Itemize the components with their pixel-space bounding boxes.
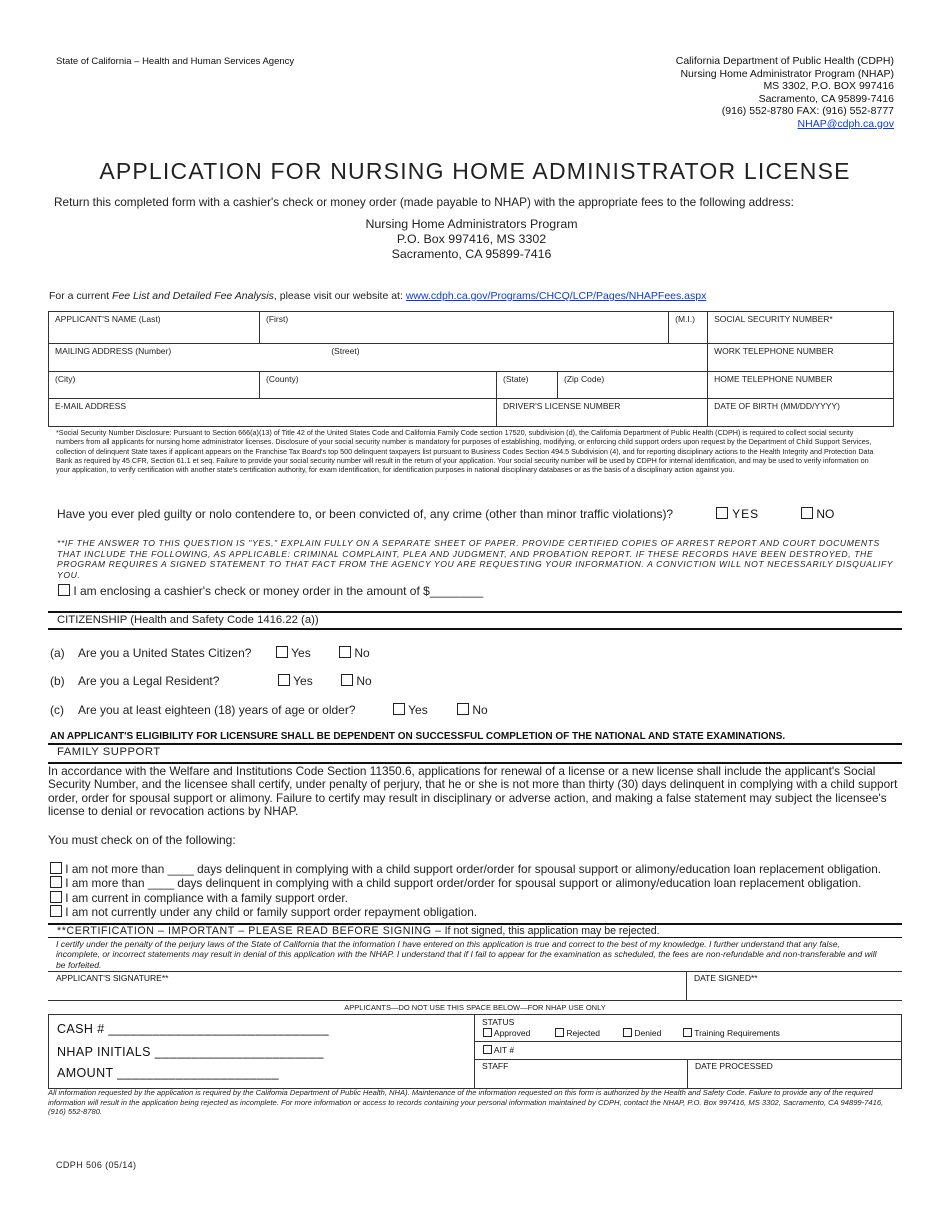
- citizenship-heading: CITIZENSHIP (Health and Safety Code 1416.22 (a)): [57, 614, 319, 626]
- enclosing-label: I am enclosing a cashier's check or money order in the amount of $________: [73, 584, 484, 598]
- enclosing-checkbox[interactable]: [58, 584, 70, 596]
- dept-line: Nursing Home Administrator Program (NHAP): [680, 67, 894, 80]
- email-link[interactable]: NHAP@cdph.ca.gov: [797, 117, 894, 130]
- first-name-field[interactable]: (First): [260, 312, 669, 344]
- certification-heading-tail: If not signed, this application may be rejected.: [441, 925, 660, 937]
- nhap-initials-field[interactable]: NHAP INITIALS _______________________: [57, 1045, 324, 1059]
- family-option-label: I am not more than ____ days delinquent in complying with a child support order/order for spousal support or alimony/education loan replacement obligation.: [65, 862, 882, 876]
- family-support-heading: FAMILY SUPPORT: [57, 746, 161, 758]
- amount-field[interactable]: AMOUNT ______________________: [57, 1066, 279, 1080]
- training-checkbox[interactable]: [683, 1028, 692, 1037]
- department-block: [676, 55, 894, 131]
- age-no-option[interactable]: [457, 703, 488, 717]
- citizen-no-option[interactable]: [339, 646, 370, 660]
- citizen-yes-option[interactable]: [276, 646, 311, 660]
- crime-no-checkbox[interactable]: [801, 507, 813, 519]
- family-option-label: I am current in compliance with a family support order.: [65, 890, 348, 905]
- signature-row: [48, 971, 902, 1001]
- family-option[interactable]: [50, 891, 881, 905]
- no-label: No: [472, 703, 488, 717]
- address-line: Nursing Home Administrators Program: [365, 217, 578, 231]
- date-processed-field[interactable]: DATE PROCESSED: [695, 1061, 773, 1071]
- enclosing-row[interactable]: [58, 584, 483, 598]
- citizenship-letter-a: (a): [50, 646, 65, 660]
- dob-field[interactable]: DATE OF BIRTH (MM/DD/YYYY): [708, 399, 894, 427]
- denied-checkbox[interactable]: [623, 1028, 632, 1037]
- section-divider: [48, 611, 902, 613]
- approved-checkbox[interactable]: [483, 1028, 492, 1037]
- rejected-label: Rejected: [566, 1028, 600, 1038]
- privacy-notice: All information requested by the application is required by the California Department of Public Health, NHA). Maintenance of the information requested on this form is authorized by the Health and Safety Code. Failure to provide any of the required information will result in the application being rejected as incomplete. For more information or access to records containing your personal information maintained by CDPH, contact the NHAP, P.O. Box 997416, MS 3302, Sacramento, CA 94899-7416, (916) 552-8780.: [48, 1088, 884, 1117]
- crime-note: **IF THE ANSWER TO THIS QUESTION IS "YES," EXPLAIN FULLY ON A SEPARATE SHEET OF PAPER. PROVIDE CERTIFIED COPIES OF ARREST REPORT AND COURT DOCUMENTS THAT INCLUDE THE FOLLOWING, AS APPLICABLE: CRIMINAL COMPLAINT, PLEA AND JUDGMENT, AND PROBATION REPORT. IF THESE RECORDS HAVE BEEN DESTROYED, THE PROGRAM REQUIRES A SIGNED STATEMENT TO THAT FACT FROM THE AGENCY YOU ARE REQUESTING YOUR INFORMATION. A CONVICTION WILL NOT NECESSARILY DISQUALIFY YOU.: [57, 538, 893, 580]
- family-option-label: I am not currently under any child or family support order repayment obligation.: [65, 905, 478, 920]
- citizenship-question-b: Are you a Legal Resident?: [78, 674, 220, 688]
- no-label: No: [356, 674, 372, 688]
- certification-text: I certify under the penalty of the perjury laws of the State of California that the information I have entered on this application is true and correct to the best of my knowledge. I further understand that any false, incomplete, or incorrect statements may result in denial of this application with the NHAP. I understand that if I fail to appear for the examination as scheduled, the fees are non-refundable and non-transferable and will be forfeited.: [56, 939, 877, 970]
- ait-field[interactable]: [483, 1045, 514, 1055]
- applicant-info-table: [48, 311, 894, 427]
- crime-yes-option[interactable]: [716, 507, 759, 521]
- fee-suffix: , please visit our website at:: [273, 290, 406, 302]
- dept-line: Sacramento, CA 95899-7416: [758, 92, 894, 105]
- fee-line: [49, 290, 706, 302]
- section-divider: [48, 628, 902, 630]
- family-option-checkbox[interactable]: [50, 891, 62, 903]
- office-use-banner: APPLICANTS—DO NOT USE THIS SPACE BELOW—FOR NHAP USE ONLY: [344, 1003, 606, 1012]
- family-option[interactable]: [50, 876, 881, 890]
- fee-url-link[interactable]: www.cdph.ca.gov/Programs/CHCQ/LCP/Pages/NHAPFees.aspx: [405, 290, 707, 302]
- last-name-field[interactable]: APPLICANT'S NAME (Last): [49, 312, 260, 344]
- ait-checkbox[interactable]: [483, 1045, 492, 1054]
- drivers-license-field[interactable]: DRIVER'S LICENSE NUMBER: [497, 399, 708, 427]
- rejected-checkbox[interactable]: [555, 1028, 564, 1037]
- address-line: P.O. Box 997416, MS 3302: [396, 232, 547, 246]
- dept-line: California Department of Public Health (CDPH): [675, 55, 894, 67]
- crime-no-option[interactable]: [801, 507, 834, 521]
- return-instructions: Return this completed form with a cashier's check or money order (made payable to NHAP) with the appropriate fees to the following address:: [54, 195, 794, 209]
- family-option[interactable]: [50, 905, 881, 919]
- citizen-no-checkbox[interactable]: [339, 646, 351, 658]
- agency-name: State of California – Health and Human Services Agency: [56, 56, 295, 67]
- eligibility-notice: AN APPLICANT'S ELIGIBILITY FOR LICENSURE SHALL BE DEPENDENT ON SUCCESSFUL COMPLETION OF THE NATIONAL AND STATE EXAMINATIONS.: [50, 731, 786, 742]
- status-training[interactable]: [683, 1028, 780, 1038]
- yes-label: Yes: [293, 674, 313, 688]
- crime-yes-checkbox[interactable]: [716, 507, 728, 519]
- yes-label: YES: [732, 507, 760, 521]
- resident-no-checkbox[interactable]: [341, 674, 353, 686]
- work-phone-field[interactable]: WORK TELEPHONE NUMBER: [708, 344, 894, 372]
- citizenship-question-c: Are you at least eighteen (18) years of age or older?: [78, 703, 356, 717]
- family-support-paragraph: In accordance with the Welfare and Institutions Code Section 11350.6, applications for renewal of a license or a new license shall include the applicant's Social Security Number, and the licensee shall certify, under penalty of perjury, that he or she is not more than thirty (30) days delinquent in complying with a child support order, order for spousal support or alimony. Failure to certify may result in disciplinary or adverse action, and making a false statement may subject the licensee's license to denial or revocation actions by NHAP.: [48, 764, 898, 819]
- office-divider: [474, 1015, 475, 1088]
- yes-label: Yes: [408, 703, 428, 717]
- street-label: (Street): [331, 346, 360, 356]
- no-label: No: [354, 646, 370, 660]
- fee-italic: Fee List and Detailed Fee Analysis: [112, 290, 274, 302]
- no-label: NO: [816, 507, 835, 521]
- dept-line: (916) 552-8780 FAX: (916) 552-8777: [721, 105, 894, 118]
- family-option-label: I am more than ____ days delinquent in complying with a child support order/order for spousal support or alimony/education loan replacement obligation.: [65, 876, 862, 891]
- zip-field[interactable]: (Zip Code): [558, 372, 708, 399]
- mi-field[interactable]: (M.I.): [669, 312, 708, 344]
- mailing-label: MAILING ADDRESS (Number): [55, 346, 172, 356]
- family-option[interactable]: [50, 862, 881, 876]
- home-phone-field[interactable]: HOME TELEPHONE NUMBER: [708, 372, 894, 399]
- training-label: Training Requirements: [694, 1028, 780, 1038]
- resident-yes-option[interactable]: [278, 674, 313, 688]
- signature-field[interactable]: APPLICANT'S SIGNATURE**: [56, 973, 169, 983]
- email-field[interactable]: E-MAIL ADDRESS: [49, 399, 497, 427]
- dept-line: MS 3302, P.O. BOX 997416: [763, 80, 894, 93]
- city-field[interactable]: (City): [49, 372, 260, 399]
- resident-no-option[interactable]: [341, 674, 372, 688]
- cash-field[interactable]: CASH # ______________________________: [57, 1022, 329, 1036]
- crime-question: Have you ever pled guilty or nolo contendere to, or been convicted of, any crime (other than minor traffic violations)?: [57, 507, 674, 521]
- ssn-field[interactable]: SOCIAL SECURITY NUMBER*: [708, 312, 894, 344]
- age-yes-option[interactable]: [393, 703, 428, 717]
- citizenship-letter-c: (c): [50, 703, 64, 717]
- address-line: Sacramento, CA 95899-7416: [391, 247, 552, 261]
- certification-heading: [57, 925, 660, 937]
- citizenship-letter-b: (b): [50, 674, 65, 688]
- status-denied[interactable]: [623, 1028, 661, 1038]
- form-title: APPLICATION FOR NURSING HOME ADMINISTRATOR LICENSE: [99, 158, 851, 184]
- status-rejected[interactable]: [555, 1028, 600, 1038]
- yes-label: Yes: [291, 646, 311, 660]
- mailing-address-field[interactable]: [49, 344, 708, 372]
- ait-label: AIT #: [493, 1045, 515, 1055]
- office-use-box: [48, 1014, 902, 1089]
- status-approved[interactable]: [483, 1028, 530, 1038]
- family-option-checkbox[interactable]: [50, 876, 62, 888]
- resident-yes-checkbox[interactable]: [278, 674, 290, 686]
- form-number: CDPH 506 (05/14): [56, 1160, 137, 1170]
- family-support-options: [50, 862, 881, 920]
- age-yes-checkbox[interactable]: [393, 703, 405, 715]
- signature-divider: [686, 972, 687, 1000]
- fee-prefix: For a current: [49, 290, 113, 302]
- certification-heading-label: **CERTIFICATION – IMPORTANT – PLEASE READ BEFORE SIGNING –: [57, 925, 442, 937]
- citizenship-question-a: Are you a United States Citizen?: [78, 646, 252, 660]
- approved-label: Approved: [493, 1028, 531, 1038]
- mailing-address: [0, 217, 943, 262]
- staff-field[interactable]: STAFF: [482, 1061, 509, 1071]
- family-option-checkbox[interactable]: [50, 862, 62, 874]
- status-label: STATUS: [482, 1017, 515, 1027]
- office-divider: [687, 1059, 688, 1088]
- must-check-label: You must check on of the following:: [48, 833, 236, 847]
- state-field[interactable]: (State): [497, 372, 558, 399]
- citizen-yes-checkbox[interactable]: [276, 646, 288, 658]
- family-option-checkbox[interactable]: [50, 905, 62, 917]
- age-no-checkbox[interactable]: [457, 703, 469, 715]
- denied-label: Denied: [634, 1028, 662, 1038]
- ssn-disclosure: *Social Security Number Disclosure: Pursuant to Section 666(a)(13) of Title 42 of the United States Code and California Family Code section 17520, subdivision (d), the California Department of Public Health (CDPH) is required to collect social security numbers from all applicants for nursing home administrator licenses. Disclosure of your social security number is mandatory for purposes of establishing, modifying, or enforcing child support orders upon request by the Department of Child Support Services, collection of delinquent State taxes if applicant appears on the Franchise Tax Board's top 500 delinquent taxpayers list pursuant to Business Codes Section 494.5 Subdivision (4), and for reporting disciplinary actions to the Health Integrity and Protection Data Bank as required by 45 CFR, Section 61.1 et seq. Failure to provide your social security number will result in the return of your application. Your social security number will be used by CDPH for internal identification, and may be used to verify information on your application, to verify certification with another state's certification authority, for exam identification, for identification purposes in national disciplinary databases or as the basis of a disciplinary action against you.: [56, 428, 874, 475]
- section-divider: [48, 937, 902, 938]
- date-signed-field[interactable]: DATE SIGNED**: [694, 973, 758, 983]
- section-divider: [48, 743, 902, 745]
- county-field[interactable]: (County): [260, 372, 497, 399]
- office-divider: [474, 1041, 901, 1042]
